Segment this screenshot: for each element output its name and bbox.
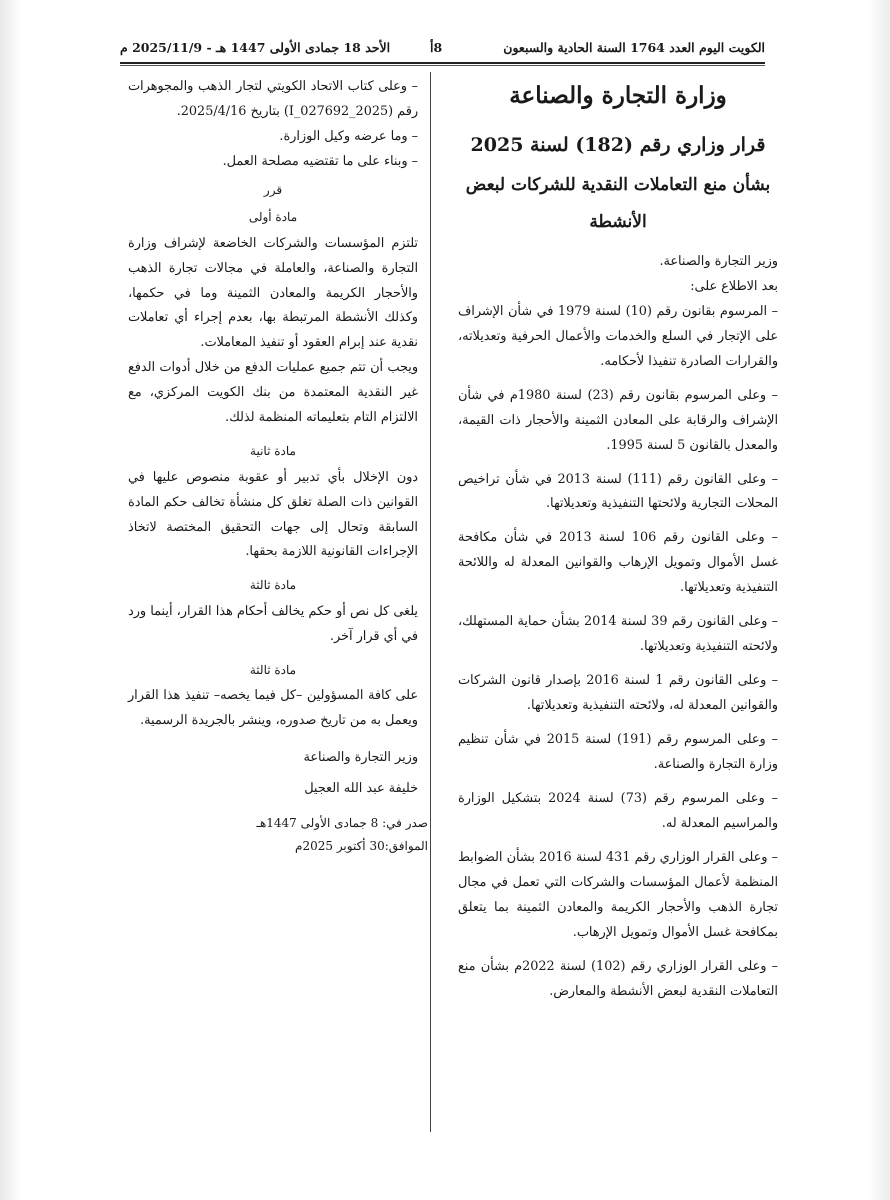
legal-reference-item: – وعلى المرسوم رقم (73) لسنة 2024 بتشكيل الوزارة والمراسيم المعدلة له. (458, 790, 778, 831)
legal-reference-item: – وعلى المرسوم رقم (191) لسنة 2015 في شأن تنظيم وزارة التجارة والصناعة. (458, 732, 778, 773)
column-divider (430, 72, 431, 1132)
minister-line: وزير التجارة والصناعة. (659, 253, 778, 269)
legal-reference-item: – المرسوم بقانون رقم (10) لسنة 1979 في شأن الإشراف على الإتجار في السلع والخدمات والأعمال الحرفية وتعديلاته، والقرارات الصادرة تنفيذا لأحكامه. (458, 303, 779, 369)
legal-reference-item: – وعلى القانون رقم 39 لسنة 2014 بشأن حماية المستهلك، ولائحته التنفيذية وتعديلاتها. (458, 614, 778, 655)
article-2-heading: مادة ثانية (250, 444, 296, 459)
decision-title: قرار وزاري رقم (182) لسنة 2025 (470, 133, 766, 156)
article-1-paragraph: تلتزم المؤسسات والشركات الخاضعة لإشراف وزارة التجارة والصناعة، والعاملة في مجالات تجارة الذهب والأحجار الكريمة والمعادن الثمينة وما في حكمها، وكذلك الأنشطة المرتبطة بها، بعدم إجراء أي تعاملات نقدية عند إبرام العقود أو تنفيذ المعاملات. (128, 235, 418, 351)
after-review-line: بعد الاطلاع على: (690, 278, 778, 294)
corresponding-date: الموافق:30 أكتوبر 2025م (295, 838, 428, 853)
signature-name: خليفة عبد الله العجيل (304, 780, 418, 796)
article-1-paragraph: ويجب أن تتم جميع عمليات الدفع من خلال أدوات الدفع غير النقدية المعتمدة من بنك الكويت المركزي، مع الالتزام التام بتعليماته المنظمة لذلك. (128, 360, 418, 426)
page-header (120, 36, 765, 64)
decided-heading: قرر (263, 182, 283, 197)
right-column (458, 78, 778, 1014)
header-rule (120, 65, 765, 66)
legal-reference-item: – وعلى القرار الوزاري رقم (102) لسنة 2022م بشأن منع التعاملات النقدية لبعض الأنشطة والمعارض. (458, 958, 778, 999)
issued-date: صدر في: 8 جمادى الأولى 1447هـ (256, 815, 428, 830)
header-page-number: 8أ (430, 40, 443, 55)
legal-reference-item: – وعلى القانون رقم 1 لسنة 2016 بإصدار قانون الشركات والقوانين المعدلة له، ولائحته التنفيذية وتعديلاتها. (458, 673, 778, 714)
legal-reference-item: – وعلى القرار الوزاري رقم 431 لسنة 2016 بشأن الضوابط المنظمة لأعمال المؤسسات والشركات التي تعمل في مجال تجارة الذهب والأحجار الكريمة والمعادن الثمينة بما يتعلق بمكافحة غسل الأموال وتمويل الإرهاب. (458, 849, 778, 940)
issue-date-block (128, 812, 428, 858)
article-2-text: دون الإخلال بأي تدبير أو عقوبة منصوص عليها في القوانين ذات الصلة تغلق كل منشأة تخالف حكم المادة السابقة وتحال إلى جهات التحقيق المختصة لاتخاذ الإجراءات القانونية اللازمة بحقها. (128, 469, 418, 560)
header-date: الأحد 18 جمادى الأولى 1447 هـ - 2025/11/9 م (120, 40, 391, 55)
header-issue-info: الكويت اليوم العدد 1764 السنة الحادية والسبعون (503, 40, 765, 55)
signature-block (128, 746, 418, 802)
article-3-heading: مادة ثالثة (249, 578, 297, 593)
legal-reference-item: – وعلى القانون رقم 106 لسنة 2013 في شأن مكافحة غسل الأموال وتمويل الإرهاب والقوانين المعدلة له واللائحة التنفيذية وتعديلاتها. (458, 530, 778, 596)
signature-title: وزير التجارة والصناعة (303, 750, 418, 766)
article-1-heading: مادة أولى (248, 210, 298, 225)
article-4-heading: مادة ثالثة (249, 662, 297, 677)
legal-reference-item: – وعلى القانون رقم (111) لسنة 2013 في شأن تراخيص المحلات التجارية ولائحتها التنفيذية وتعديلاتها. (458, 471, 778, 512)
legal-reference-item: – وعلى المرسوم بقانون رقم (23) لسنة 1980م في شأن الإشراف والرقابة على المعادن الثمينة والأحجار ذات القيمة، والمعدل بالقانون 5 لسنة 1995. (458, 387, 779, 453)
decision-subject: بشأن منع التعاملات النقدية للشركات لبعض الأنشطة (465, 175, 771, 233)
intro-item: – وما عرضه وكيل الوزارة. (279, 128, 418, 144)
article-3-text: يلغى كل نص أو حكم يخالف أحكام هذا القرار، أينما ورد في أي قرار آخر. (128, 603, 418, 644)
article-4-text: على كافة المسؤولين –كل فيما يخصه– تنفيذ هذا القرار ويعمل به من تاريخ صدوره، وينشر بالجريدة الرسمية. (128, 688, 418, 729)
intro-item: – وعلى كتاب الاتحاد الكويتي لتجار الذهب والمجوهرات رقم (I_027692_2025) بتاريخ 2025/4/16. (128, 79, 418, 119)
intro-item: – وبناء على ما تقتضيه مصلحة العمل. (222, 153, 418, 169)
left-column (128, 75, 428, 858)
ministry-title: وزارة التجارة والصناعة (509, 82, 727, 109)
